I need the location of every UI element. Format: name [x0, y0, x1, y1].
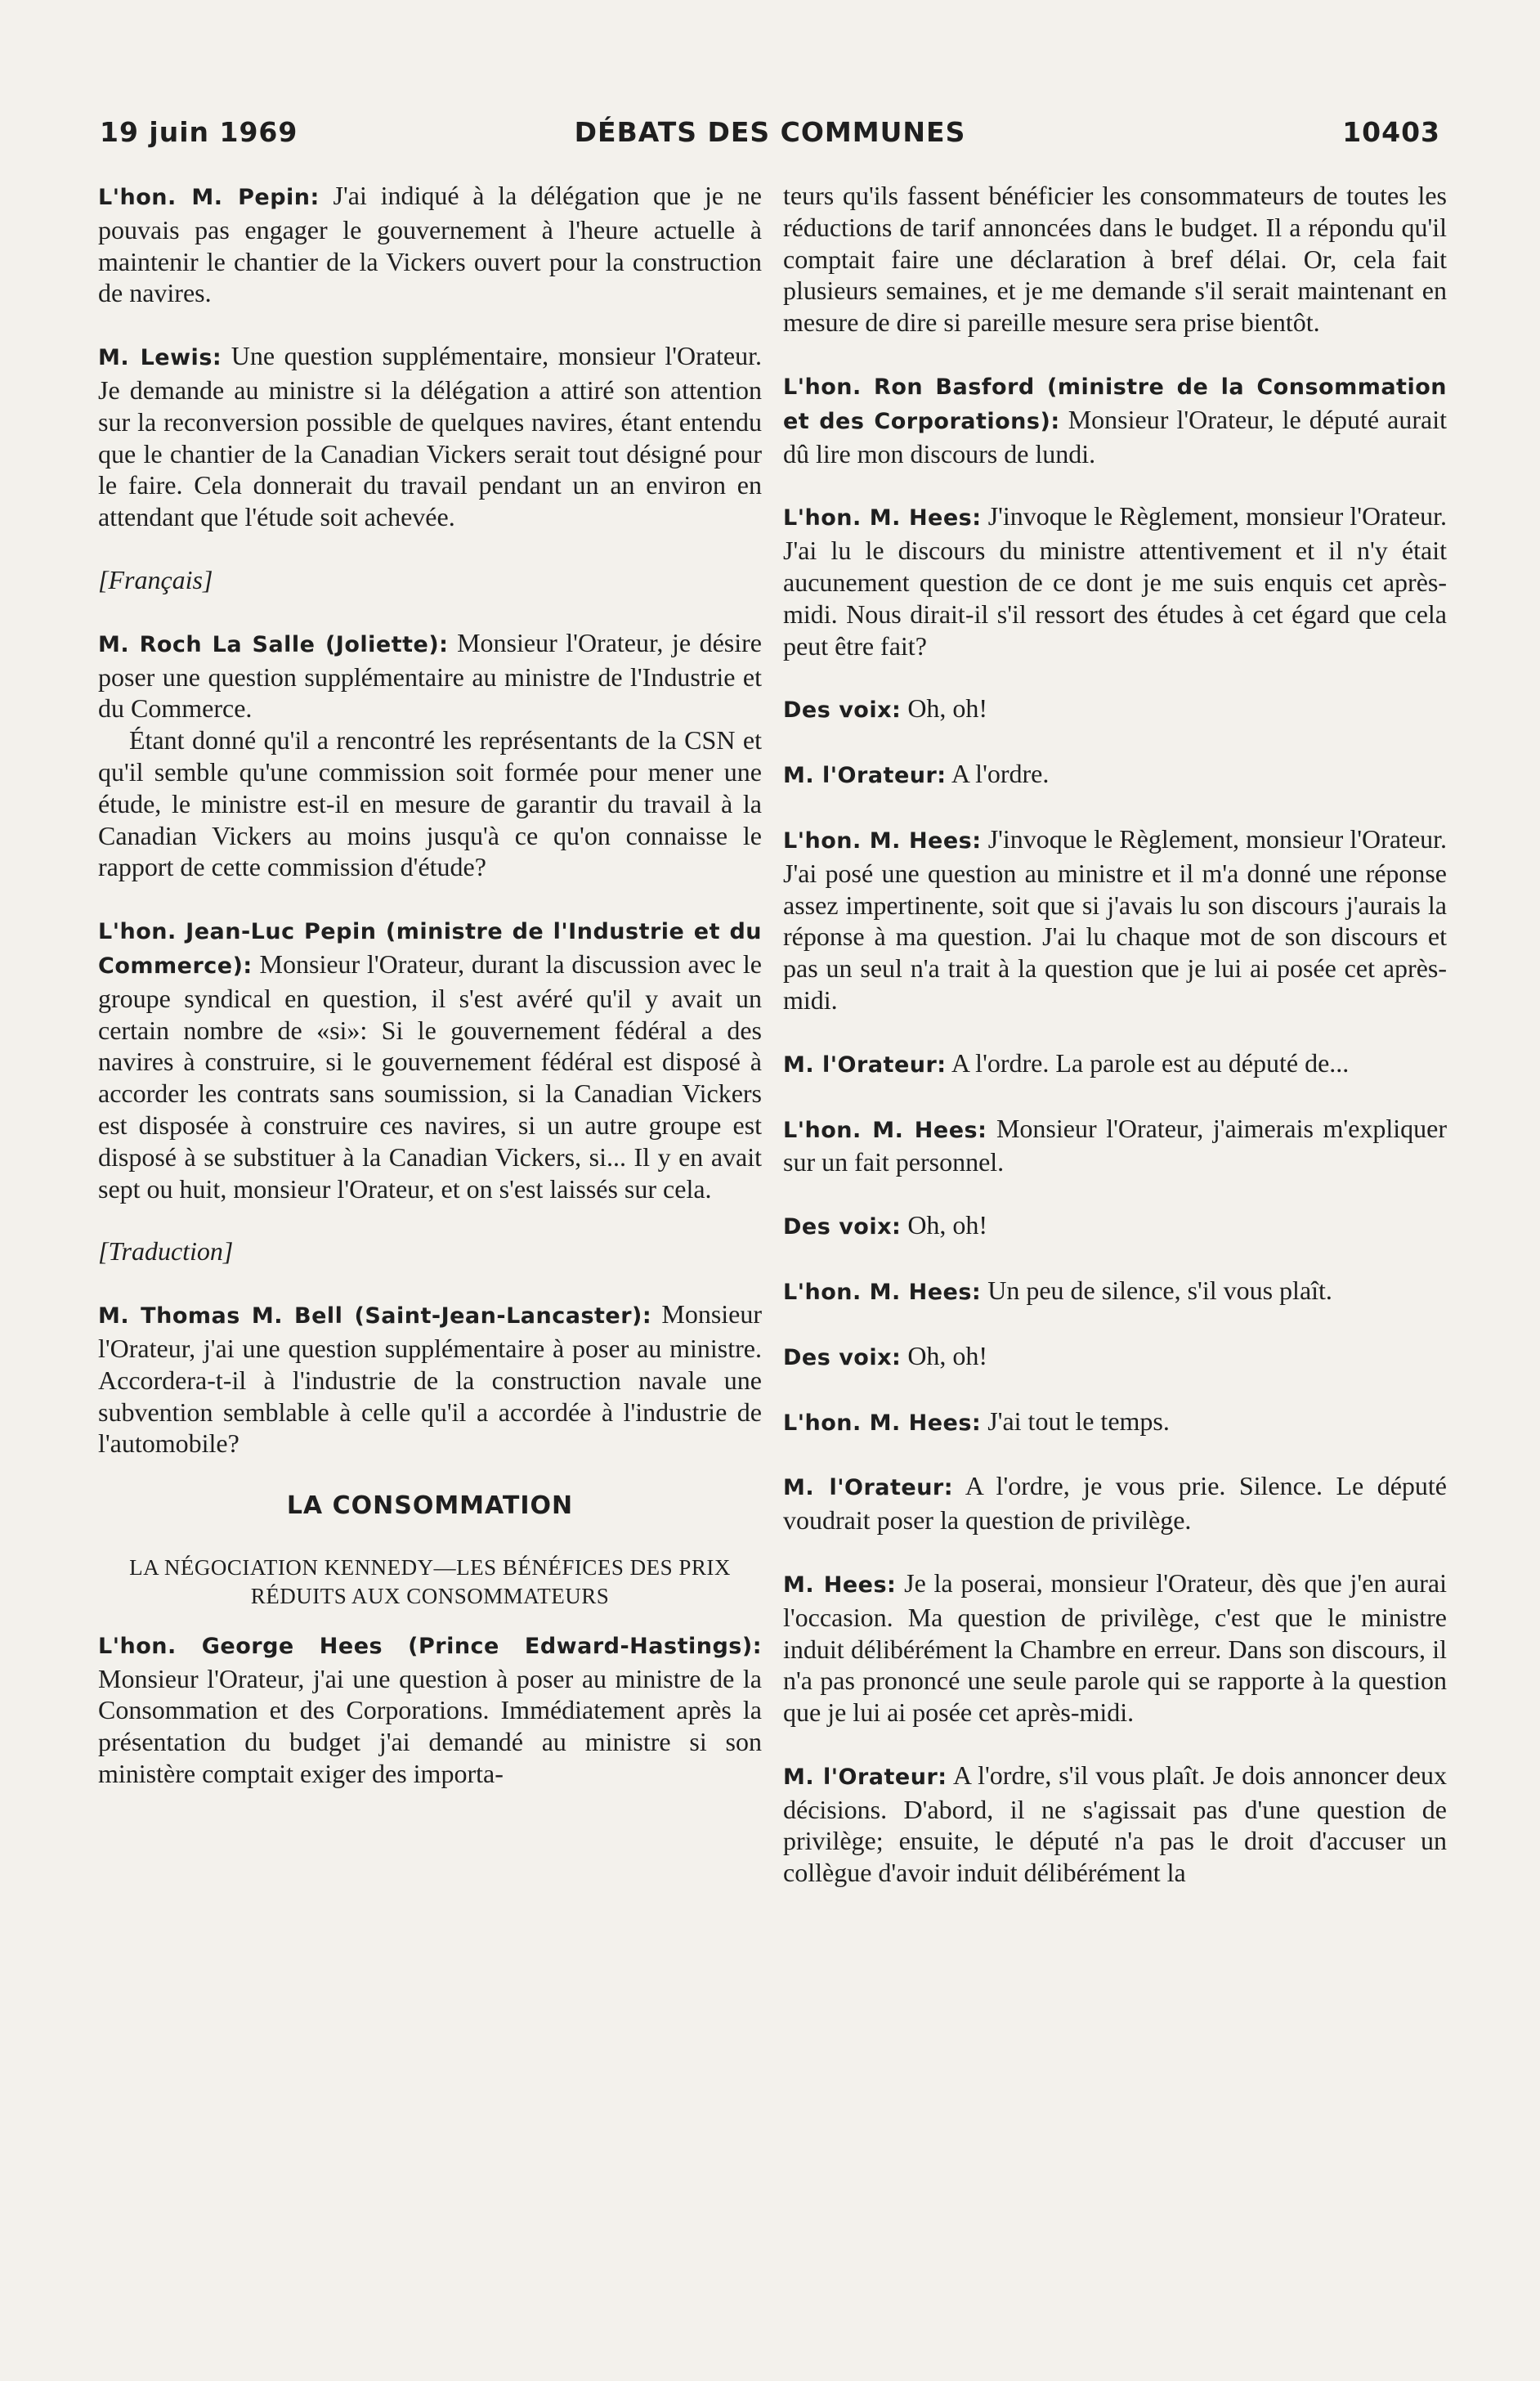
speech-text: Monsieur l'Orateur, j'ai une question supplémentaire à poser au ministre. Accordera-t-il à l'industrie de la construction navale une subvention semblable à celle qu'il a accordée à l'industrie de l'automobile?	[98, 1299, 763, 1459]
speech-text: J'ai indiqué à la délégation que je ne pouvais pas engager le gouvernement à l'heure actuelle à maintenir le chantier de la Vickers ouvert pour la construction de navires.	[98, 181, 763, 308]
speech	[783, 1340, 1447, 1374]
page-number: 10403	[1342, 116, 1440, 148]
speech	[783, 1760, 1447, 1889]
speaker-name: M. l'Orateur:	[783, 763, 947, 789]
speech	[783, 693, 1447, 727]
speaker-name: L'hon. M. Pepin:	[98, 185, 320, 210]
speaker-name: L'hon. M. Hees:	[783, 1410, 982, 1436]
speech	[783, 1406, 1447, 1440]
speech-text: Monsieur l'Orateur, j'ai une question à poser au ministre de la Consommation et des Corporations. Immédiatement après la présentation du budget j'ai demandé au ministre si son ministère comptait exiger des importa-	[98, 1663, 762, 1789]
speaker-name: M. l'Orateur:	[783, 1475, 954, 1501]
page-date: 19 juin 1969	[100, 116, 298, 148]
speech	[98, 340, 762, 533]
speaker-name: M. Hees:	[783, 1572, 897, 1598]
speaker-name: Des voix:	[783, 1214, 902, 1240]
speech-continuation: Étant donné qu'il a rencontré les représentants de la CSN et qu'il semble qu'une commission soit formée pour mener une étude, le ministre est-il en mesure de garantir du travail à la Canadian Vickers au moins jusqu'à ce qu'on connaisse le rapport de cette commission d'étude?	[98, 725, 762, 882]
speech	[783, 758, 1447, 792]
speaker-name: L'hon. M. Hees:	[783, 1279, 982, 1305]
speech-text: Monsieur l'Orateur, je désire poser une question supplémentaire au ministre de l'Industrie et du Commerce.	[98, 627, 763, 724]
right-column	[783, 180, 1447, 1920]
speaker-name: M. Lewis:	[98, 345, 222, 371]
speech	[98, 180, 762, 309]
speech-text: A l'ordre. La parole est au député de...	[951, 1047, 1350, 1078]
speech-text: Oh, oh!	[907, 693, 988, 724]
language-marker: [Français]	[98, 564, 213, 594]
speech-text: A l'ordre.	[951, 759, 1050, 789]
page-title: DÉBATS DES COMMUNES	[574, 116, 966, 148]
speaker-name: M. l'Orateur:	[783, 1764, 947, 1790]
speaker-name: L'hon. George Hees (Prince Edward-Hastings):	[98, 1633, 762, 1659]
section-heading: LA CONSOMMATION	[286, 1491, 574, 1521]
speech	[783, 1113, 1447, 1179]
speech-text: A l'ordre, je vous prie. Silence. Le député voudrait poser la question de privilège.	[783, 1471, 1448, 1536]
speech-text: Monsieur l'Orateur, durant la discussion avec le groupe syndical en question, il s'est avéré qu'il y avait un certain nombre de «si»: Si le gouvernement fédéral a des navires à construire, si le gouvernement fédéral est disposé à accorder les contrats sans soumission, si la Canadian Vickers est disposée à construire ces navires, si un autre groupe est disposé à se substituer à la Canadian Vickers, si... Il y en avait sept ou huit, monsieur l'Orateur, et on s'est laissés sur cela.	[98, 948, 763, 1204]
speech	[783, 1470, 1447, 1536]
speech	[783, 1209, 1447, 1244]
subsection-heading: LA NÉGOCIATION KENNEDY—LES BÉNÉFICES DES PRIX RÉDUITS AUX CONSOMMATEURS	[129, 1554, 731, 1608]
left-column	[98, 180, 762, 1821]
speech	[98, 1298, 762, 1460]
speech-text: J'invoque le Règlement, monsieur l'Orateur. J'ai posé une question au ministre et il m'a donné une réponse assez impertinente, soit que si j'avais lu son discours j'aurais la réponse à ma question. J'ai lu chaque mot de son discours et pas un seul n'a trait à la question que je lui ai posée cet après-midi.	[783, 823, 1448, 1015]
speech	[783, 370, 1447, 469]
speaker-name: Des voix:	[783, 697, 902, 724]
speaker-name: L'hon. Ron Basford (ministre de la Consommation et des Corporations):	[783, 374, 1447, 434]
speaker-name: M. l'Orateur:	[783, 1051, 947, 1078]
speech	[783, 1275, 1447, 1309]
speaker-name: L'hon. M. Hees:	[783, 1117, 987, 1143]
speaker-name: L'hon. Jean-Luc Pepin (ministre de l'Industrie et du Commerce):	[98, 919, 762, 979]
speech	[98, 627, 762, 724]
speech-continuation: teurs qu'ils fassent bénéficier les consommateurs de toutes les réductions de tarif annoncées dans le budget. Il a répondu qu'il comptait faire une déclaration à bref délai. Or, cela fait plusieurs semaines, et je me demande s'il serait maintenant en mesure de dire si pareille mesure sera prise bientôt.	[783, 181, 1447, 338]
speech	[98, 1629, 762, 1790]
speech-text: Un peu de silence, s'il vous plaît.	[987, 1275, 1332, 1305]
language-marker: [Traduction]	[98, 1236, 234, 1267]
speech-text: Une question supplémentaire, monsieur l'Orateur. Je demande au ministre si la délégation a attiré son attention sur la reconversion possible de quelques navires, étant entendu que le chantier de la Canadian Vickers serait tout désigné pour le faire. Cela donnerait du travail pendant un an environ en attendant que l'étude soit achevée.	[98, 341, 763, 532]
speech	[783, 500, 1447, 661]
speech	[783, 1567, 1447, 1729]
running-head	[100, 116, 1440, 152]
speech-text: J'ai tout le temps.	[987, 1406, 1170, 1436]
speech-text: J'invoque le Règlement, monsieur l'Orateur. J'ai lu le discours du ministre attentivement et il n'y était aucunement question de ce dont je me suis enquis cet après-midi. Nous dirait-il s'il ressort des études à cet égard que cela peut être fait?	[783, 501, 1448, 661]
speaker-name: L'hon. M. Hees:	[783, 505, 982, 531]
speech-text: Monsieur l'Orateur, le député aurait dû lire mon discours de lundi.	[783, 404, 1447, 469]
speech-text: A l'ordre, s'il vous plaît. Je dois annoncer deux décisions. D'abord, il ne s'agissait pas d'une question de privilège; ensuite, le député n'a pas le droit d'accuser un collègue d'avoir induit délibérément la	[783, 1760, 1448, 1888]
speech	[98, 914, 762, 1204]
speech	[783, 1047, 1447, 1082]
speaker-name: M. Roch La Salle (Joliette):	[98, 631, 449, 657]
speech-text: Oh, oh!	[907, 1340, 988, 1370]
speech-text: Oh, oh!	[907, 1210, 988, 1240]
speech-text: Monsieur l'Orateur, j'aimerais m'expliquer sur un fait personnel.	[783, 1113, 1447, 1177]
speech	[783, 823, 1447, 1016]
speech-text: Je la poserai, monsieur l'Orateur, dès que j'en aurai l'occasion. Ma question de privilège, c'est que le ministre induit délibérément la Chambre en erreur. Dans son discours, il n'a pas prononcé une seule parole qui se rapporte à la question que je lui ai posée cet après-midi.	[783, 1567, 1448, 1728]
speaker-name: L'hon. M. Hees:	[783, 827, 982, 854]
speaker-name: M. Thomas M. Bell (Saint-Jean-Lancaster):	[98, 1303, 652, 1330]
speaker-name: Des voix:	[783, 1344, 902, 1370]
